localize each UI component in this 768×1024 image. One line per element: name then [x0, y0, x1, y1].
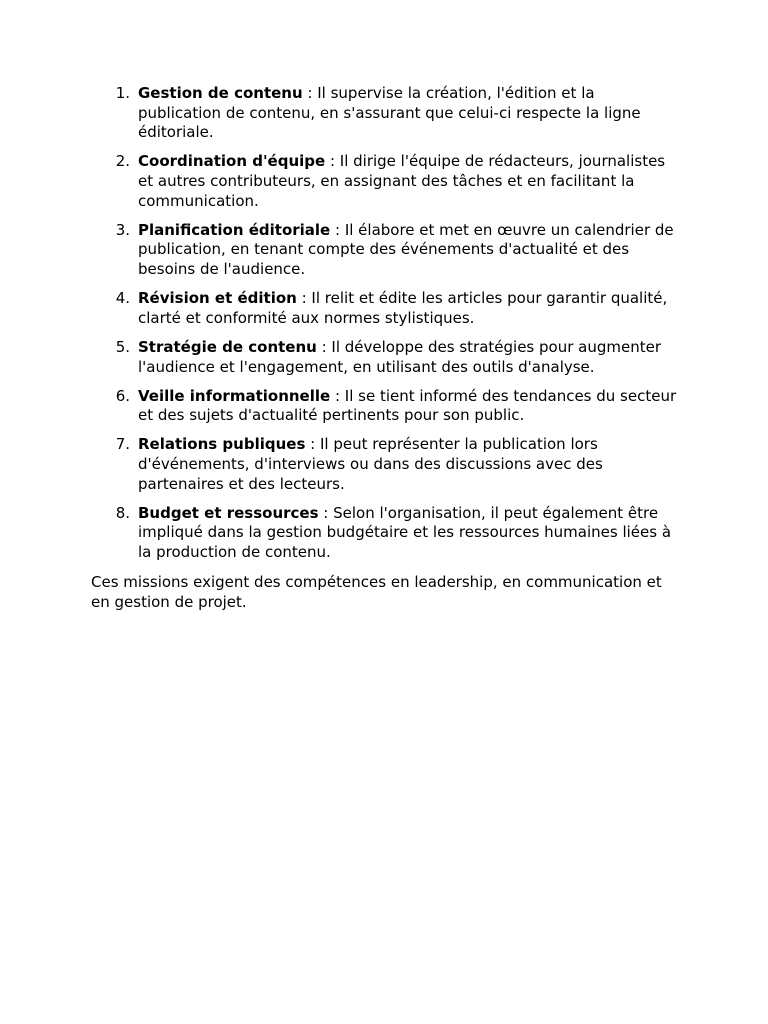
list-item-number: 2.: [115, 152, 130, 171]
list-item-text: : Il développe des stratégies pour augmenter l'audience et l'engagement, en utilisant des outils d'analyse.: [138, 337, 662, 376]
list-item-term: Gestion de contenu: [138, 84, 303, 102]
list-item-term: Stratégie de contenu: [138, 337, 317, 356]
list-item-text: : Selon l'organisation, il peut également être impliqué dans la gestion budgétaire et les ressources humaines liées à la production de contenu.: [138, 503, 672, 562]
list-item-text: : Il se tient informé des tendances du secteur et des sujets d'actualité pertinents pour son public.: [138, 386, 677, 425]
list-item-text: : Il relit et édite les articles pour garantir qualité, clarté et conformité aux normes stylistiques.: [138, 289, 668, 327]
list-item-term: Relations publiques: [138, 435, 306, 454]
list-item: [91, 338, 678, 377]
list-item-text: : Il peut représenter la publication lors d'événements, d'interviews ou dans des discussions avec des partenaires et des lecteurs.: [138, 435, 603, 493]
list-item: [91, 435, 678, 494]
closing-paragraph: Ces missions exigent des compétences en leadership, en communication et en gestion de projet.: [91, 573, 662, 611]
list-item-term: Planification éditoriale: [138, 220, 331, 239]
list-item-number: 5.: [115, 337, 130, 356]
list-item-number: 3.: [115, 220, 130, 239]
list-item-number: 6.: [115, 386, 130, 405]
list-item-number: 4.: [115, 289, 130, 308]
list-item-term: Veille informationnelle: [138, 386, 331, 405]
list-item: [91, 152, 678, 211]
list-item-number: 8.: [115, 503, 130, 522]
list-item-number: 7.: [115, 435, 130, 454]
list-item-term: Coordination d'équipe: [138, 152, 326, 171]
list-item: [91, 504, 678, 563]
list-item: [91, 221, 678, 280]
list-item: [91, 387, 678, 426]
missions-list: [91, 84, 678, 563]
list-item-term: Révision et édition: [138, 289, 297, 308]
list-item-text: : Il supervise la création, l'édition et la publication de contenu, en s'assurant que celui-ci respecte la ligne éditoriale.: [138, 84, 641, 142]
list-item: [91, 84, 678, 143]
list-item: [91, 289, 678, 328]
list-item-number: 1.: [115, 84, 130, 102]
list-item-term: Budget et ressources: [138, 503, 319, 522]
list-item-text: : Il dirige l'équipe de rédacteurs, journalistes et autres contributeurs, en assignant des tâches et en facilitant la communication.: [138, 152, 666, 210]
list-item-text: : Il élabore et met en œuvre un calendrier de publication, en tenant compte des événements d'actualité et des besoins de l'audience.: [138, 220, 674, 278]
